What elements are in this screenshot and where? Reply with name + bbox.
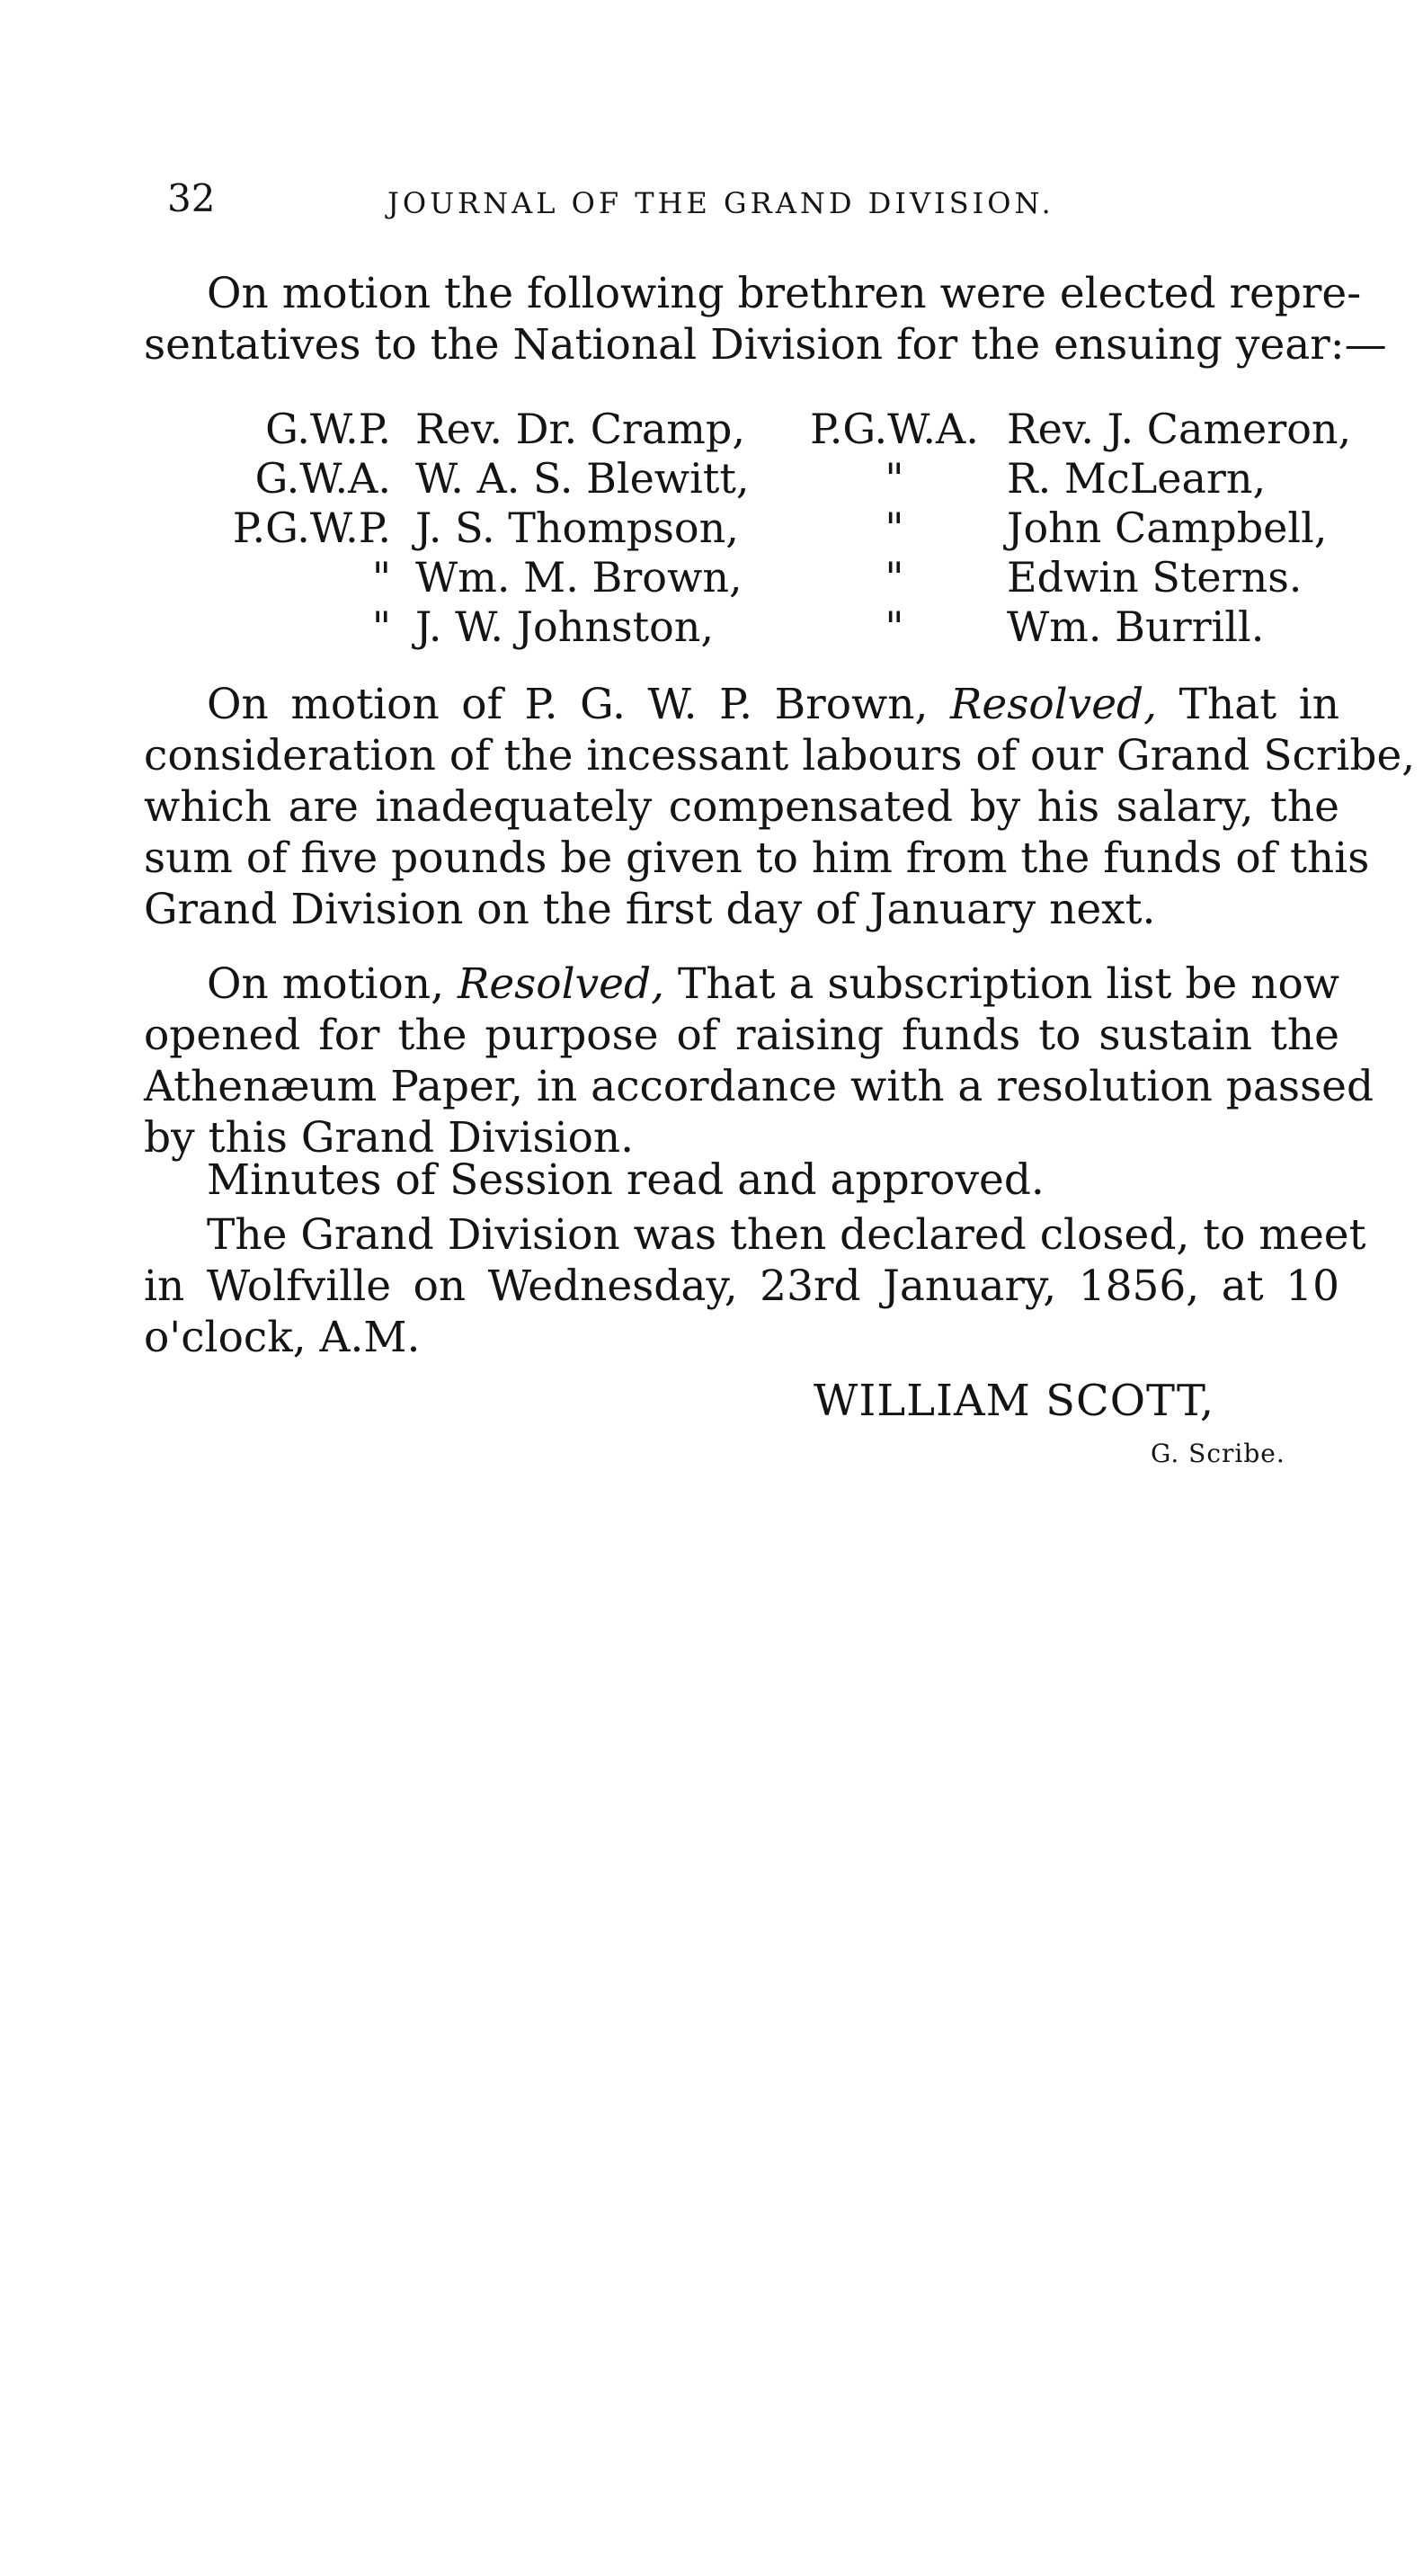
resolution-subscription-line-1 [144, 958, 1339, 1010]
resolution-subscription-line: by this Grand Division. [144, 1113, 635, 1163]
officer-title-left: P.G.W.P. [232, 504, 391, 552]
resolution-subscription-pre: On motion, [207, 959, 458, 1009]
officer-name-left: J. S. Thompson, [415, 504, 739, 552]
intro-line-2: sentatives to the National Division for the ensuing year:— [144, 320, 1387, 370]
officer-title-left: " [371, 553, 391, 602]
signature-title: G. Scribe. [1151, 1439, 1285, 1468]
officer-title-right: " [885, 553, 904, 602]
officer-name-right: Edwin Sterns. [1007, 553, 1303, 602]
officer-title-right: " [885, 602, 904, 651]
officer-row [189, 504, 1339, 553]
officer-title-left: " [371, 602, 391, 651]
closing-line: in Wolfville on Wednesday, 23rd January, 1856, at 10 [144, 1261, 1339, 1311]
officer-name-left: J. W. Johnston, [415, 602, 715, 651]
minutes-line: Minutes of Session read and approved. [207, 1155, 1045, 1205]
resolution-salary-line: sum of five pounds be given to him from the funds of this [144, 833, 1370, 883]
officer-title-right: " [885, 504, 904, 552]
officer-name-left: W. A. S. Blewitt, [415, 454, 750, 503]
officer-name-right: R. McLearn, [1007, 454, 1267, 503]
page-header [167, 176, 1147, 230]
resolution-subscription-paragraph [144, 958, 1374, 1163]
officer-title-right: " [885, 454, 904, 503]
officer-name-right: Wm. Burrill. [1007, 602, 1265, 651]
officer-title-left: G.W.A. [254, 454, 391, 503]
resolution-salary-line-1 [144, 679, 1339, 730]
closing-line: The Grand Division was then declared closed, to meet [207, 1210, 1366, 1260]
resolution-salary-line: which are inadequately compensated by his salary, the [144, 782, 1339, 832]
closing-paragraph [144, 1209, 1366, 1363]
resolved-italic: Resolved, [950, 680, 1158, 729]
minutes-paragraph [144, 1154, 1339, 1206]
resolution-salary-post: That in [1157, 680, 1339, 729]
officer-name-left: Wm. M. Brown, [415, 553, 743, 602]
officer-row [189, 553, 1339, 602]
officers-list [189, 405, 1352, 652]
signature-name: WILLIAM SCOTT, [814, 1376, 1215, 1426]
officer-name-right: Rev. J. Cameron, [1007, 405, 1352, 453]
officer-row [189, 602, 1339, 652]
officer-title-right: P.G.W.A. [810, 405, 979, 453]
officer-title-left: G.W.P. [265, 405, 391, 453]
officer-row [189, 454, 1339, 504]
resolved-italic: Resolved, [457, 959, 665, 1009]
running-head: JOURNAL OF THE GRAND DIVISION. [387, 186, 1054, 220]
page-number: 32 [167, 176, 216, 220]
resolution-subscription-line: Athenæum Paper, in accordance with a resolution passed [144, 1062, 1374, 1111]
resolution-salary-line: Grand Division on the first day of January next. [144, 885, 1156, 934]
resolution-subscription-post: That a subscription list be now [664, 959, 1339, 1009]
officer-name-right: John Campbell, [1007, 504, 1328, 552]
resolution-salary-pre: On motion of P. G. W. P. Brown, [207, 680, 950, 729]
intro-line-1: On motion the following brethren were elected repre- [207, 269, 1362, 318]
closing-line: o'clock, A.M. [144, 1313, 421, 1362]
resolution-subscription-line: opened for the purpose of raising funds to sustain the [144, 1011, 1339, 1060]
resolution-salary-paragraph [144, 679, 1416, 935]
resolution-salary-line: consideration of the incessant labours of our Grand Scribe, [144, 731, 1416, 780]
officer-row [189, 405, 1352, 454]
intro-paragraph [144, 268, 1387, 370]
officer-name-left: Rev. Dr. Cramp, [415, 405, 745, 453]
